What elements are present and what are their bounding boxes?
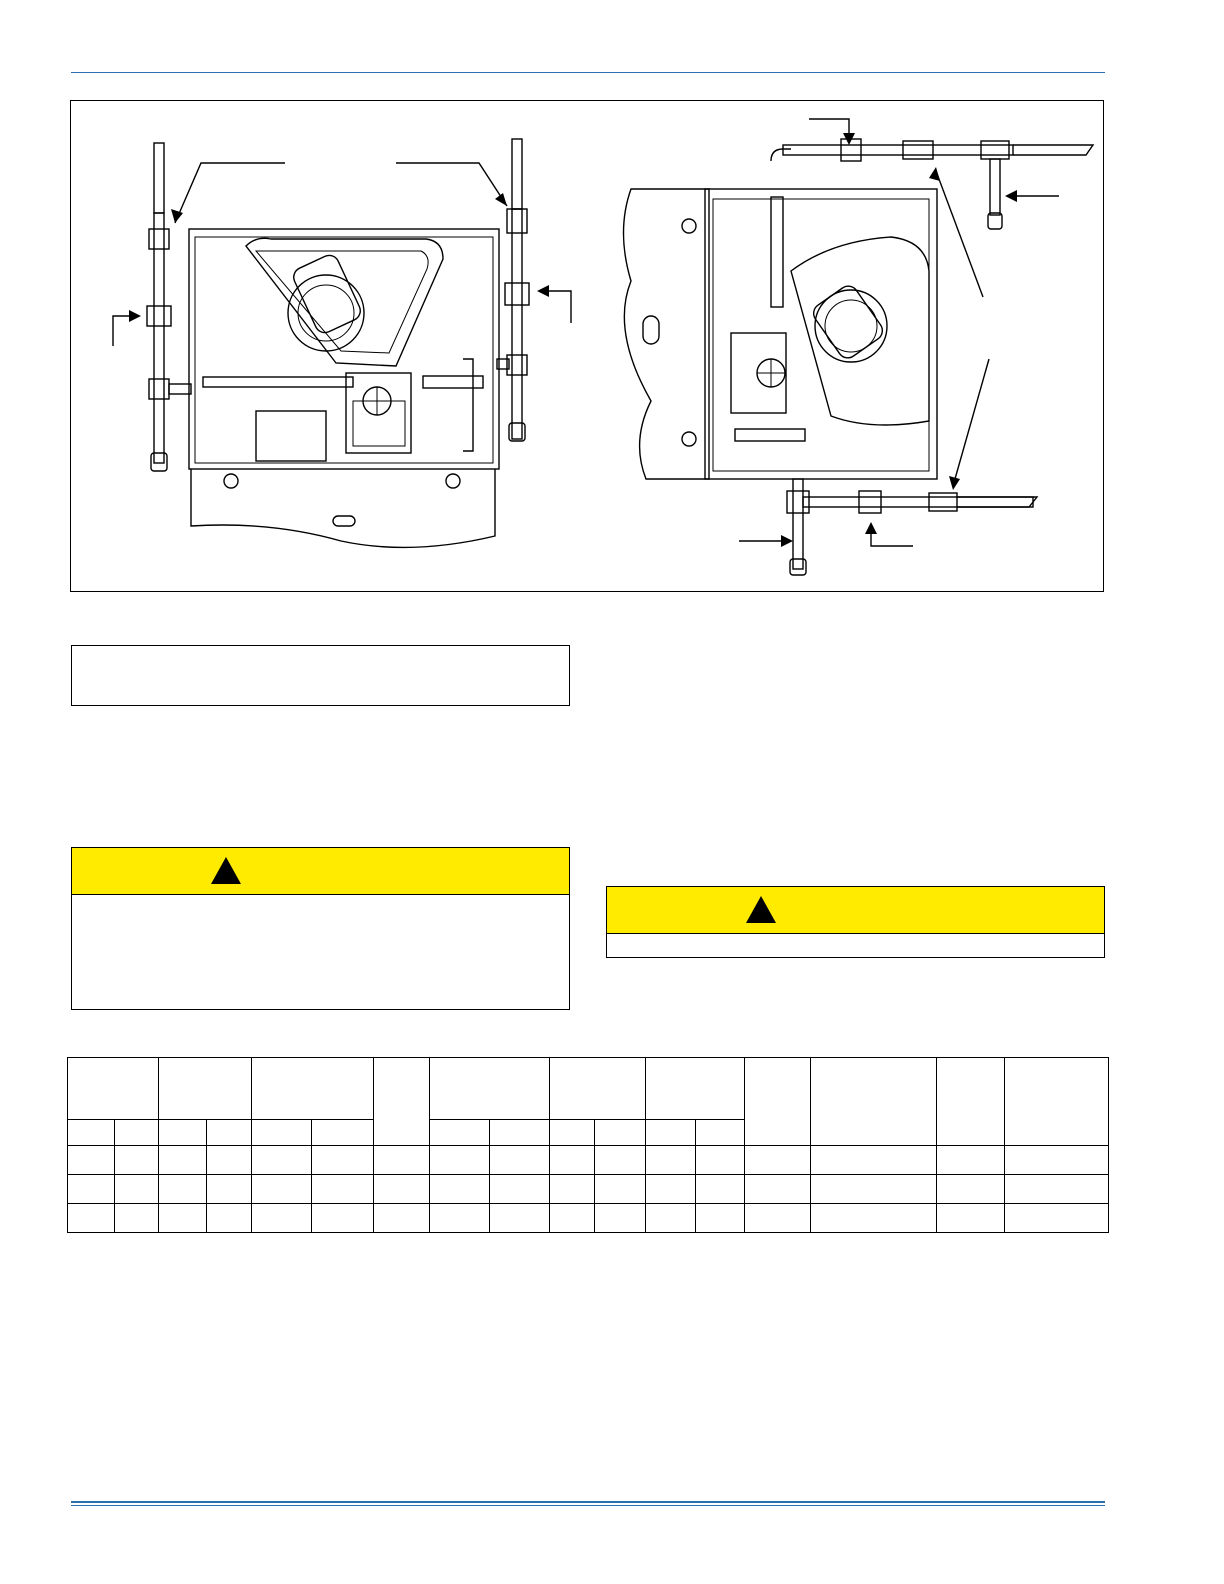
table-header-cell [430,1058,550,1120]
table-header-cell [1004,1058,1108,1146]
table-row [68,1204,1109,1233]
header-rule [71,72,1105,73]
table-header-cell [811,1058,937,1146]
warning-box-left [71,847,570,1010]
table-header-cell [744,1058,810,1146]
table-header-cell [373,1058,429,1146]
table-header-cell [937,1058,1004,1146]
table-header-cell [251,1058,373,1120]
table-header-row [68,1058,1109,1120]
table-row [68,1175,1109,1204]
table-header-cell [68,1058,159,1120]
left-furnace-view [147,139,529,547]
warning-header-left [72,848,569,895]
footer-rule [71,1501,1105,1503]
right-furnace-view [624,139,1094,575]
table-header-cell [159,1058,251,1120]
spec-table [67,1057,1109,1233]
table-header-cell [550,1058,645,1120]
furnace-piping-drawing [71,101,1105,593]
table-row [68,1146,1109,1175]
warning-header-right [607,887,1104,934]
warning-triangle-icon [746,896,776,923]
left-callouts [113,163,571,346]
gas-piping-figure [70,100,1104,592]
warning-triangle-icon [211,857,241,884]
table-header-cell [645,1058,744,1120]
note-box [71,645,570,706]
right-callouts [739,119,1059,546]
footer-rule-thin [71,1505,1105,1506]
warning-box-right [606,886,1105,958]
